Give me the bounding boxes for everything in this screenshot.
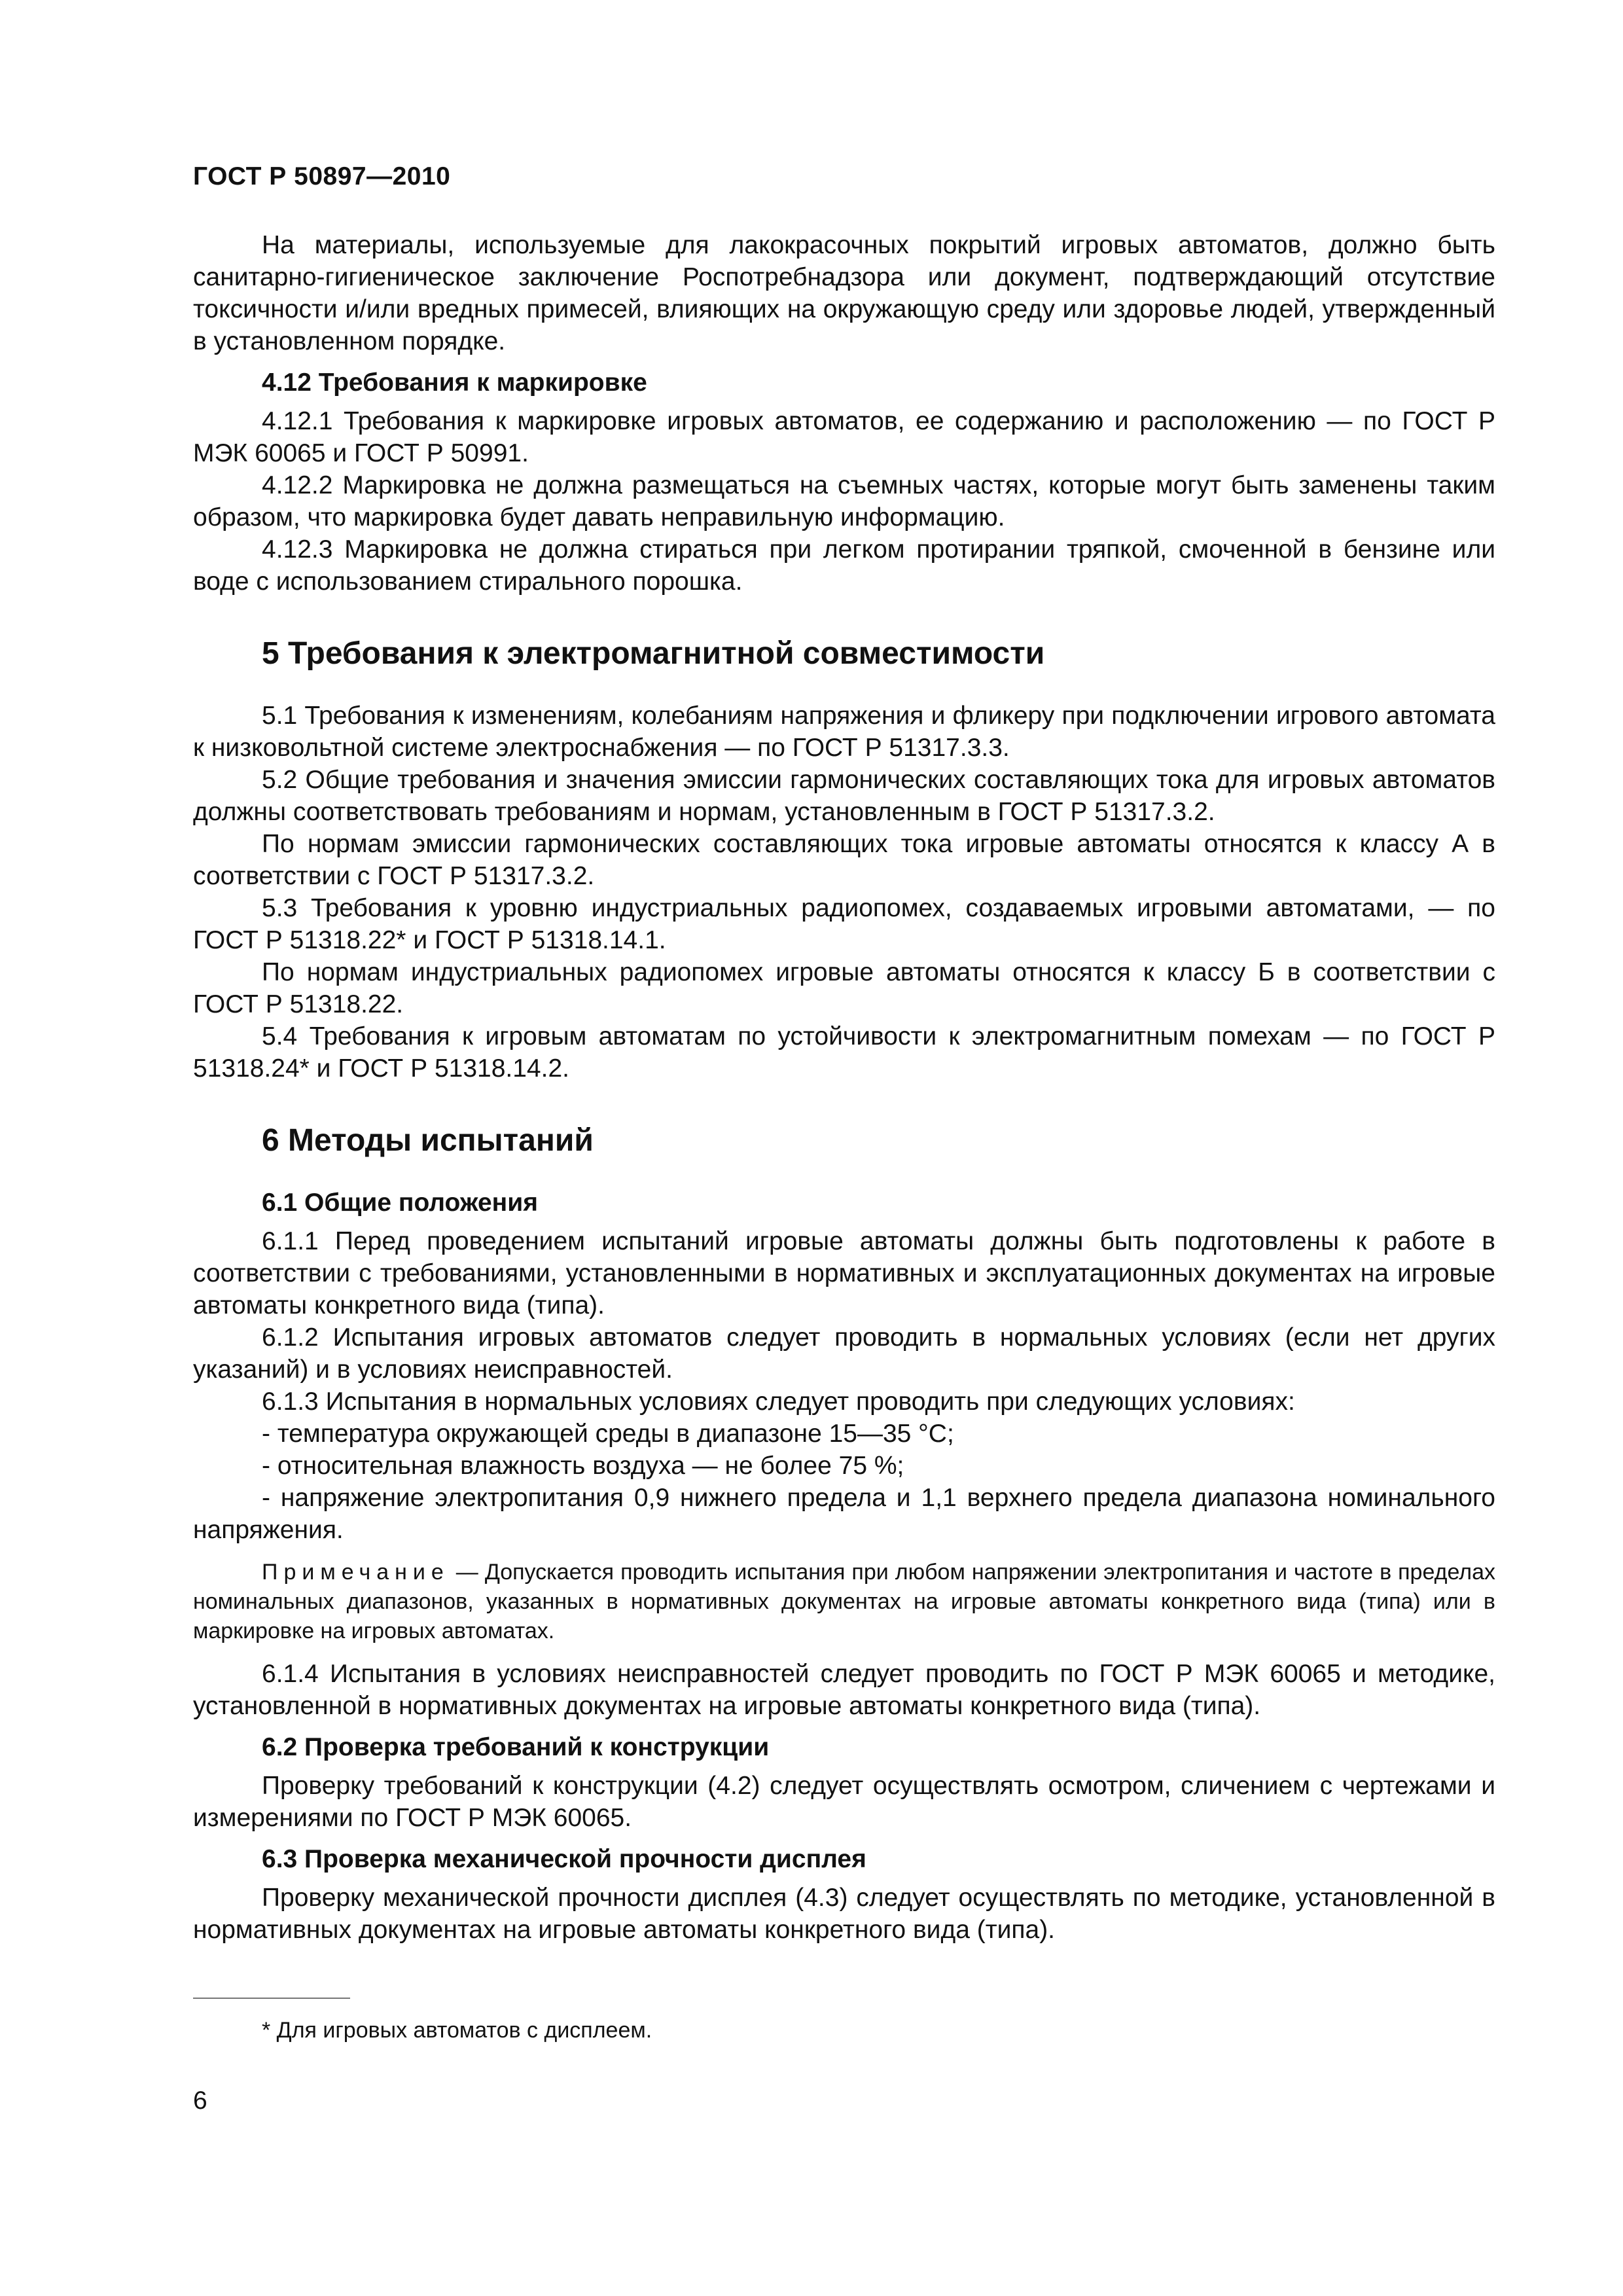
- paragraph-4-12-3: 4.12.3 Маркировка не должна стираться при легком протирании тряпкой, смоченной в бензине или воде с использованием стирального порошка.: [193, 535, 1495, 596]
- note-text: — Допускается проводить испытания при любом напряжении электропитания и частоте в пределах номинальных диапазонов, указанных в нормативных документах на игровые автоматы конкретного вида (типа) или в маркировке на игровых автоматах.: [193, 1560, 1495, 1643]
- footnote: * Для игровых автоматов с дисплеем.: [262, 2018, 652, 2043]
- footnote-divider: [193, 1998, 350, 1999]
- list-item-humidity: - относительная влажность воздуха — не более 75 %;: [262, 1452, 904, 1480]
- paragraph-5-2-class: По нормам эмиссии гармонических составляющих тока игровые автоматы относятся к классу А в соответствии с ГОСТ Р 51317.3.2.: [193, 830, 1495, 890]
- list-item-voltage: - напряжение электропитания 0,9 нижнего предела и 1,1 верхнего предела диапазона номинального напряжения.: [193, 1484, 1495, 1544]
- paragraph-5-1: 5.1 Требования к изменениям, колебаниям напряжения и фликеру при подключении игрового автомата к низковольтной системе электроснабжения — по ГОСТ Р 51317.3.3.: [193, 702, 1495, 762]
- paragraph-6-2: Проверку требований к конструкции (4.2) следует осуществлять осмотром, сличением с чертежами и измерениями по ГОСТ Р МЭК 60065.: [193, 1772, 1495, 1832]
- paragraph-6-1-3: 6.1.3 Испытания в нормальных условиях следует проводить при следующих условиях:: [262, 1388, 1295, 1416]
- paragraph-6-1-4: 6.1.4 Испытания в условиях неисправностей следует проводить по ГОСТ Р МЭК 60065 и методике, установленной в нормативных документах на игровые автоматы конкретного вида (типа).: [193, 1660, 1495, 1720]
- paragraph-6-3: Проверку механической прочности дисплея (4.3) следует осуществлять по методике, установленной в нормативных документах на игровые автоматы конкретного вида (типа).: [193, 1884, 1495, 1944]
- note: [193, 1558, 1495, 1646]
- heading-4-12: 4.12 Требования к маркировке: [262, 368, 647, 397]
- heading-6-1: 6.1 Общие положения: [262, 1189, 538, 1217]
- section-heading-5: 5 Требования к электромагнитной совместимости: [262, 636, 1045, 671]
- paragraph-4-12-1: 4.12.1 Требования к маркировке игровых автоматов, ее содержанию и расположению — по ГОСТ Р МЭК 60065 и ГОСТ Р 50991.: [193, 407, 1495, 467]
- paragraph-5-3-class: По нормам индустриальных радиопомех игровые автоматы относятся к классу Б в соответствии с ГОСТ Р 51318.22.: [193, 958, 1495, 1018]
- body-text: [193, 229, 1495, 1946]
- note-label: Примечание: [262, 1560, 450, 1585]
- heading-6-2: 6.2 Проверка требований к конструкции: [262, 1733, 770, 1761]
- paragraph-intro: На материалы, используемые для лакокрасочных покрытий игровых автоматов, должно быть санитарно-гигиеническое заключение Роспотребнадзора или документ, подтверждающий отсутствие токсичности и/или вредных примесей, влияющих на окружающую среду или здоровье людей, утвержденный в установленном порядке.: [193, 231, 1495, 355]
- paragraph-6-1-1: 6.1.1 Перед проведением испытаний игровые автоматы должны быть подготовлены к работе в соответствии с требованиями, установленными в нормативных и эксплуатационных документах на игровые автоматы конкретного вида (типа).: [193, 1227, 1495, 1319]
- section-heading-6: 6 Методы испытаний: [262, 1123, 594, 1158]
- standard-header: ГОСТ Р 50897—2010: [193, 162, 451, 190]
- paragraph-6-1-2: 6.1.2 Испытания игровых автоматов следует проводить в нормальных условиях (если нет других указаний) и в условиях неисправностей.: [193, 1323, 1495, 1384]
- paragraph-5-4: 5.4 Требования к игровым автоматам по устойчивости к электромагнитным помехам — по ГОСТ Р 51318.24* и ГОСТ Р 51318.14.2.: [193, 1022, 1495, 1083]
- page-number: 6: [193, 2087, 207, 2115]
- list-item-temperature: - температура окружающей среды в диапазоне 15—35 °С;: [262, 1420, 954, 1448]
- paragraph-5-2: 5.2 Общие требования и значения эмиссии гармонических составляющих тока для игровых автоматов должны соответствовать требованиям и нормам, установленным в ГОСТ Р 51317.3.2.: [193, 766, 1495, 826]
- heading-6-3: 6.3 Проверка механической прочности дисплея: [262, 1845, 866, 1873]
- paragraph-5-3: 5.3 Требования к уровню индустриальных радиопомех, создаваемых игровыми автоматами, — по ГОСТ Р 51318.22* и ГОСТ Р 51318.14.1.: [193, 894, 1495, 954]
- paragraph-4-12-2: 4.12.2 Маркировка не должна размещаться на съемных частях, которые могут быть заменены таким образом, что маркировка будет давать неправильную информацию.: [193, 471, 1495, 531]
